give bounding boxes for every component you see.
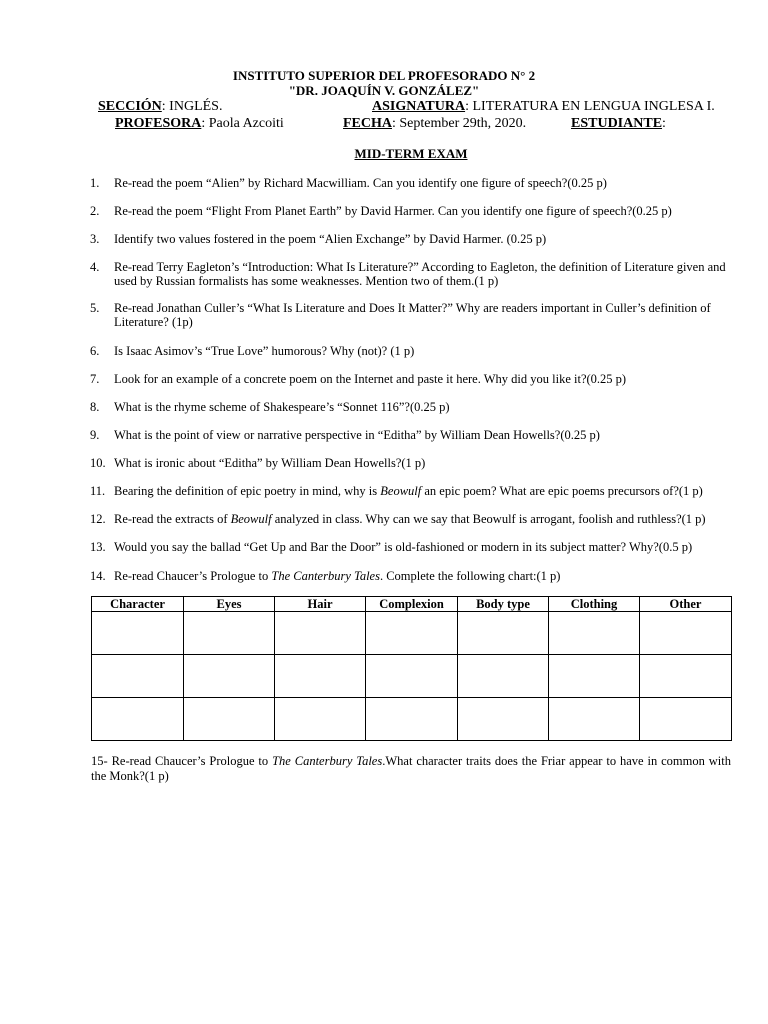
question-text-end: an epic poem? What are epic poems precursors of?(1 p) bbox=[421, 484, 703, 498]
question-15 bbox=[91, 754, 731, 784]
table-cell[interactable] bbox=[549, 698, 640, 741]
table-cell[interactable] bbox=[275, 655, 366, 698]
asignatura-value: : LITERATURA EN LENGUA INGLESA I. bbox=[465, 99, 715, 114]
profesora-field bbox=[115, 116, 284, 132]
question-number: 2. bbox=[90, 204, 100, 218]
question-text: Would you say the ballad “Get Up and Bar the Door” is old-fashioned or modern in its subject matter? Why?(0.5 p) bbox=[114, 540, 693, 554]
question-text: Look for an example of a concrete poem on the Internet and paste it here. Why did you like it?(0.25 p) bbox=[114, 372, 627, 386]
question-number: 6. bbox=[90, 344, 100, 358]
question-number: 3. bbox=[90, 232, 100, 246]
question-text-start: Re-read the extracts of bbox=[114, 512, 231, 526]
question-number: 1. bbox=[90, 176, 100, 190]
question-number: 11. bbox=[90, 484, 106, 498]
institute-name: INSTITUTO SUPERIOR DEL PROFESORADO N° 2 bbox=[232, 68, 536, 83]
institute-namesake: "DR. JOAQUÍN V. GONZÁLEZ" bbox=[288, 83, 480, 98]
table-cell[interactable] bbox=[184, 655, 275, 698]
question-number: 14. bbox=[90, 569, 106, 583]
table-cell[interactable] bbox=[549, 612, 640, 655]
estudiante-label: ESTUDIANTE bbox=[571, 116, 663, 131]
question-text: Re-read the poem “Flight From Planet Earth” by David Harmer. Can you identify one figure of speech?(0.25 p) bbox=[114, 204, 672, 218]
work-title: Beowulf bbox=[380, 484, 422, 498]
question-number: 10. bbox=[90, 456, 106, 470]
seccion-field bbox=[98, 99, 222, 115]
work-title: Beowulf bbox=[230, 512, 272, 526]
question-text bbox=[114, 512, 732, 526]
profesora-label: PROFESORA bbox=[115, 116, 202, 131]
seccion-label: SECCIÓN bbox=[98, 99, 162, 114]
fecha-field bbox=[343, 116, 526, 132]
question-text-end: .What character traits does the Friar appear to have in common with the Monk?(1 p) bbox=[91, 754, 732, 783]
chart-header-eyes: Eyes bbox=[184, 597, 275, 612]
question-number: 9. bbox=[90, 428, 100, 442]
table-row bbox=[92, 698, 732, 741]
question-text: Is Isaac Asimov’s “True Love” humorous? Why (not)? (1 p) bbox=[114, 344, 415, 358]
question-number: 8. bbox=[90, 400, 100, 414]
table-cell[interactable] bbox=[549, 655, 640, 698]
fecha-value: : September 29th, 2020. bbox=[392, 116, 527, 131]
table-cell[interactable] bbox=[366, 655, 458, 698]
table-row bbox=[92, 655, 732, 698]
table-cell[interactable] bbox=[92, 698, 184, 741]
chart-header-body-type: Body type bbox=[458, 597, 549, 612]
question-number: 5. bbox=[90, 301, 100, 315]
profesora-value: : Paola Azcoiti bbox=[201, 116, 284, 131]
question-text: What is the point of view or narrative perspective in “Editha” by William Dean Howells?(0.25 p) bbox=[114, 428, 600, 442]
question-text: What is ironic about “Editha” by William Dean Howells?(1 p) bbox=[114, 456, 426, 470]
question-text: Re-read the poem “Alien” by Richard Macwilliam. Can you identify one figure of speech?(0.25 p) bbox=[114, 176, 607, 190]
table-cell[interactable] bbox=[275, 612, 366, 655]
table-cell[interactable] bbox=[184, 612, 275, 655]
chart-header-clothing: Clothing bbox=[549, 597, 640, 612]
question-text: Re-read Terry Eagleton’s “Introduction: What Is Literature?” According to Eagleton, the definition of Literature given and used by Russian formalists has some weaknesses. Mention two of them.(1 p) bbox=[114, 260, 726, 288]
question-text: What is the rhyme scheme of Shakespeare’s “Sonnet 116”?(0.25 p) bbox=[114, 400, 450, 414]
institution-header bbox=[0, 68, 768, 98]
seccion-value: : INGLÉS. bbox=[161, 99, 223, 114]
question-number: 7. bbox=[90, 372, 100, 386]
table-cell[interactable] bbox=[458, 655, 549, 698]
question-text: Identify two values fostered in the poem “Alien Exchange” by David Harmer. (0.25 p) bbox=[114, 232, 547, 246]
question-text bbox=[114, 569, 732, 583]
table-cell[interactable] bbox=[275, 698, 366, 741]
question-text bbox=[114, 484, 732, 498]
table-cell[interactable] bbox=[366, 612, 458, 655]
table-cell[interactable] bbox=[640, 612, 732, 655]
work-title: The Canterbury Tales bbox=[271, 569, 380, 583]
chart-header-character: Character bbox=[92, 597, 184, 612]
question-text-start: Bearing the definition of epic poetry in mind, why is bbox=[114, 484, 381, 498]
table-cell[interactable] bbox=[366, 698, 458, 741]
question-number: 4. bbox=[90, 260, 100, 274]
chart-header-other: Other bbox=[640, 597, 732, 612]
table-row bbox=[92, 612, 732, 655]
question-number: 13. bbox=[90, 540, 106, 554]
table-cell[interactable] bbox=[184, 698, 275, 741]
table-cell[interactable] bbox=[458, 698, 549, 741]
table-cell[interactable] bbox=[92, 655, 184, 698]
fecha-label: FECHA bbox=[343, 116, 392, 131]
table-cell[interactable] bbox=[640, 655, 732, 698]
chart-header-row bbox=[92, 597, 732, 612]
table-cell[interactable] bbox=[640, 698, 732, 741]
estudiante-field bbox=[571, 116, 666, 132]
question-text: Re-read Jonathan Culler’s “What Is Literature and Does It Matter?” Why are readers important in Culler’s definition of Literature? (1p) bbox=[114, 301, 711, 329]
chart-header-complexion: Complexion bbox=[366, 597, 458, 612]
question-text-start: 15- Re-read Chaucer’s Prologue to bbox=[91, 754, 273, 768]
question-number: 12. bbox=[90, 512, 106, 526]
question-text-end: . Complete the following chart:(1 p) bbox=[379, 569, 561, 583]
question-text-start: Re-read Chaucer’s Prologue to bbox=[114, 569, 272, 583]
exam-title: MID-TERM EXAM bbox=[354, 146, 468, 161]
character-chart bbox=[91, 596, 732, 741]
estudiante-value: : bbox=[662, 116, 666, 131]
table-cell[interactable] bbox=[92, 612, 184, 655]
question-text-end: analyzed in class. Why can we say that Beowulf is arrogant, foolish and ruthless?(1 p) bbox=[271, 512, 706, 526]
table-cell[interactable] bbox=[458, 612, 549, 655]
chart-header-hair: Hair bbox=[275, 597, 366, 612]
work-title: The Canterbury Tales bbox=[272, 754, 383, 768]
asignatura-label: ASIGNATURA bbox=[372, 99, 466, 114]
asignatura-field bbox=[372, 99, 715, 115]
